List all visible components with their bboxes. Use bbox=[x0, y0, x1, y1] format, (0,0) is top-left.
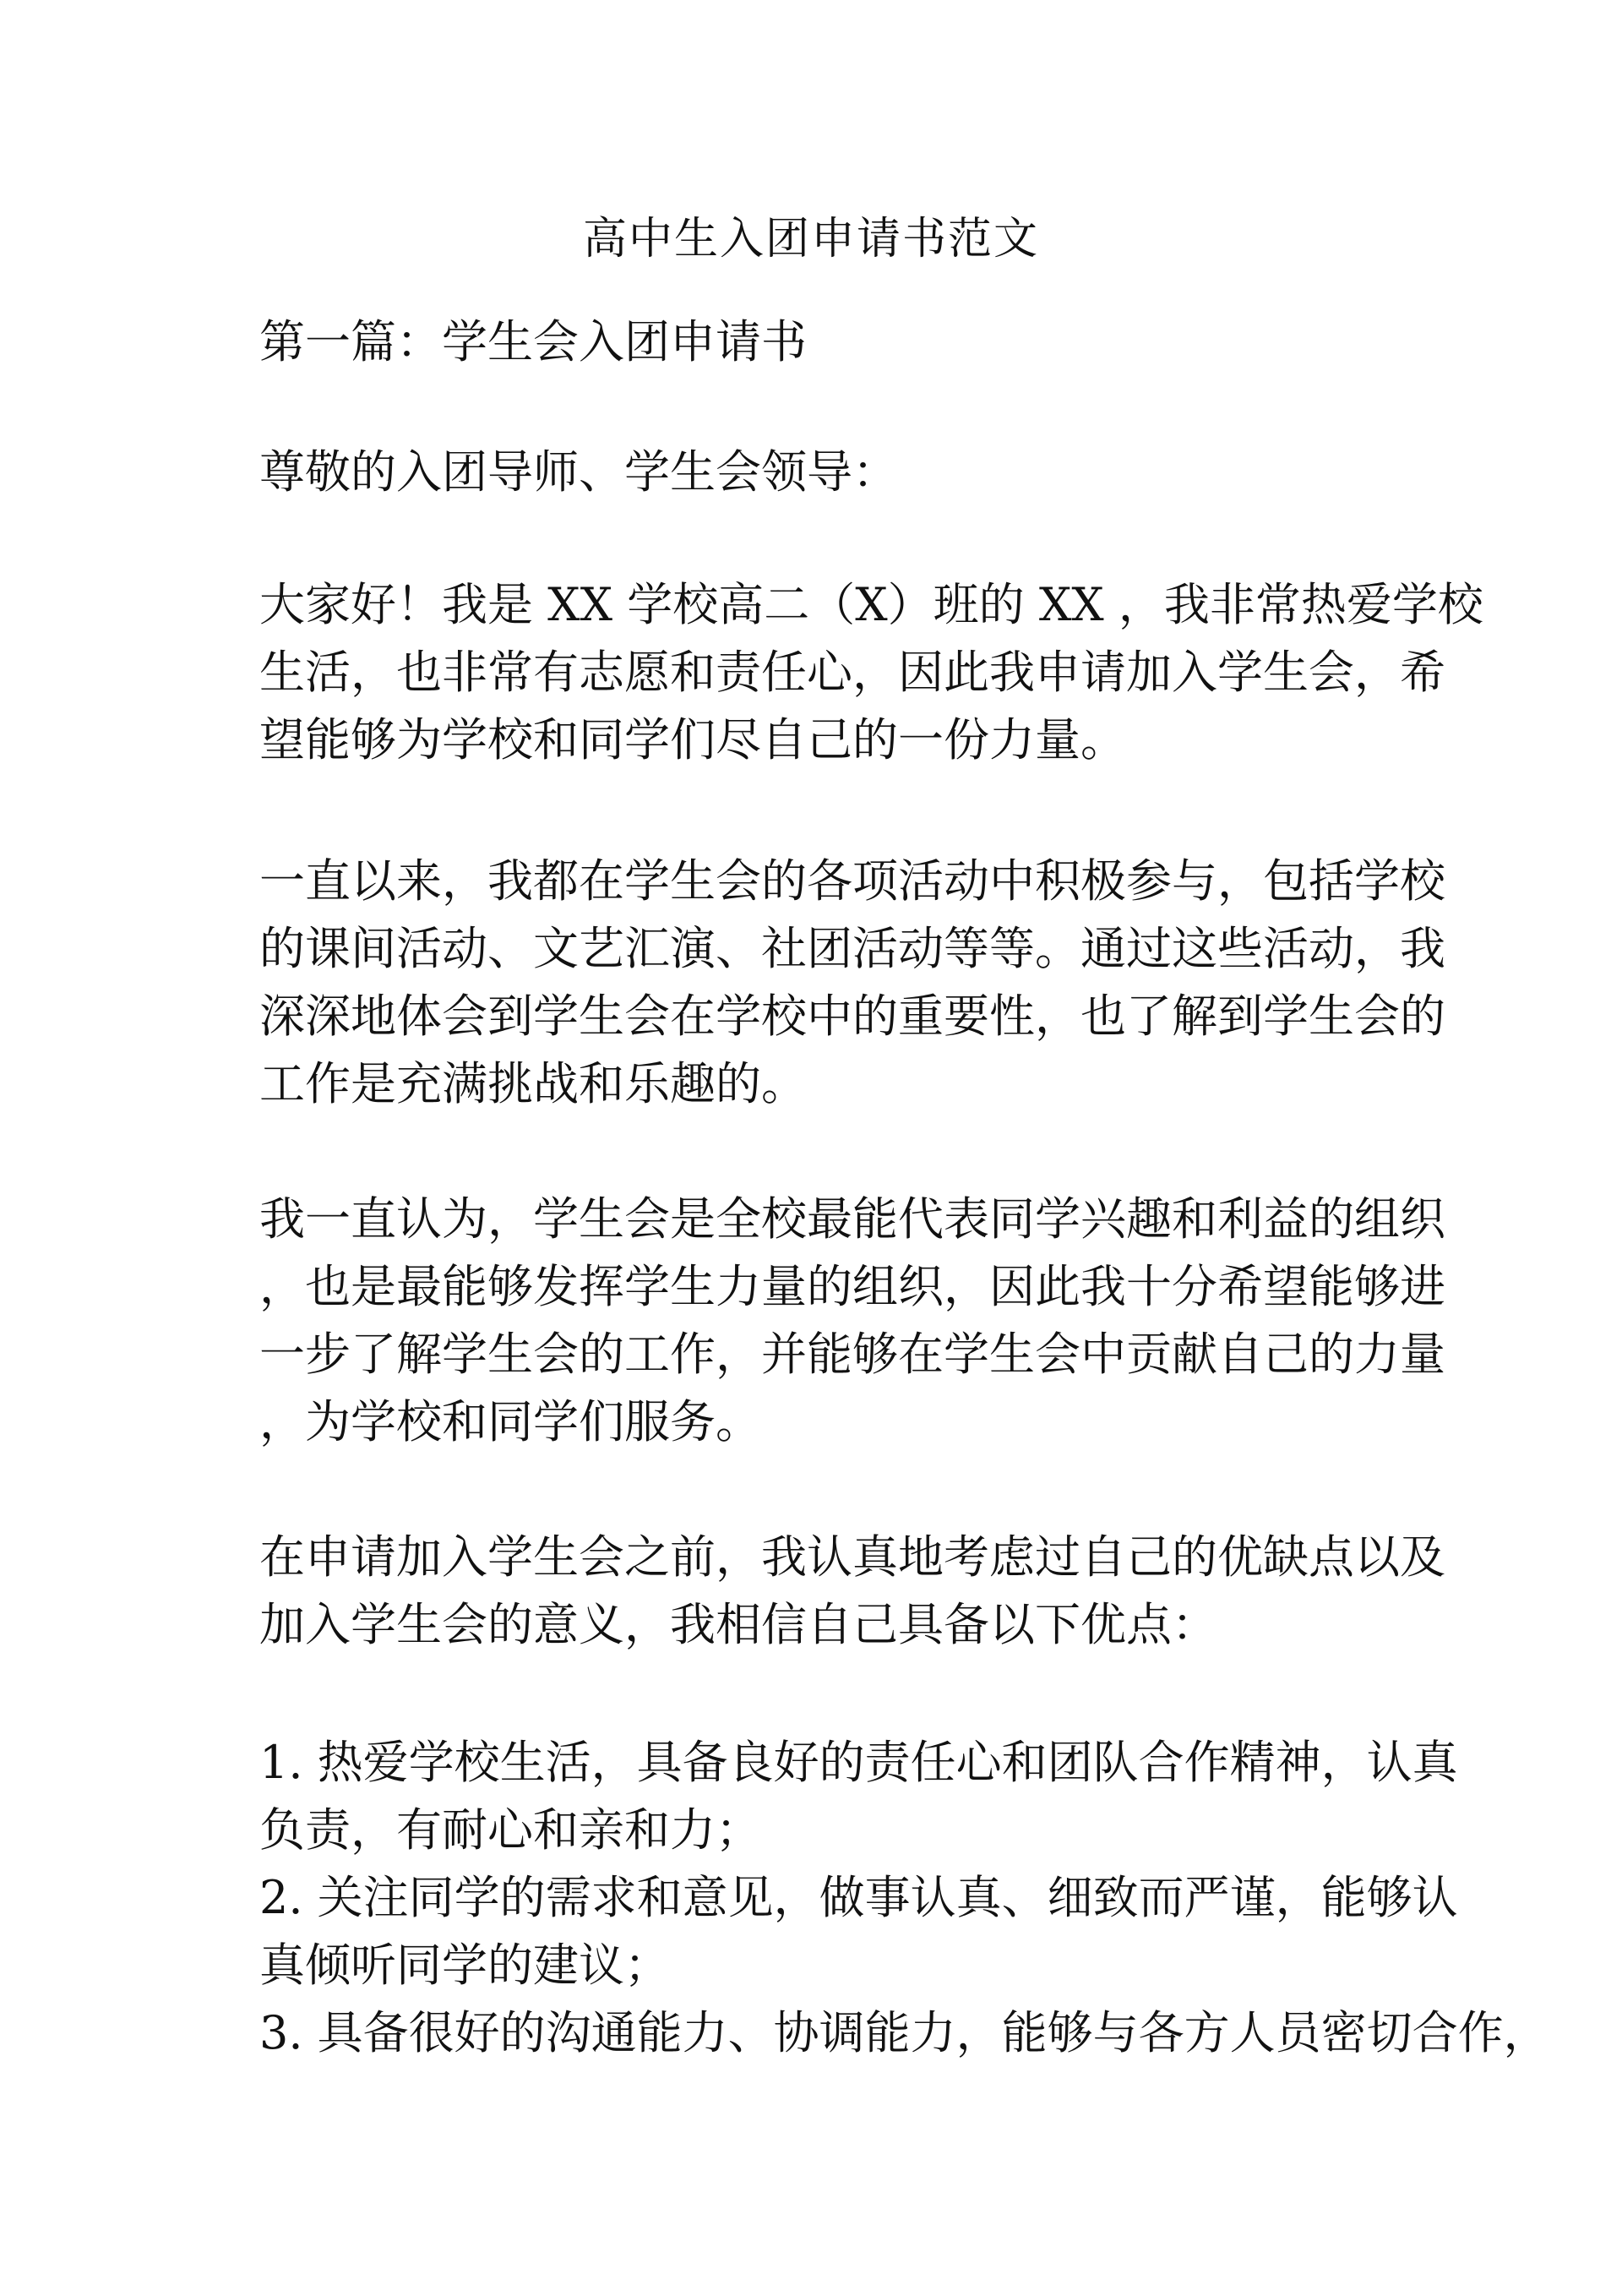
paragraph-2 bbox=[259, 848, 1518, 1118]
paragraph-line: 一直以来，我都在学生会的各项活动中积极参与，包括学校 bbox=[259, 854, 1445, 908]
section-heading-text: 第一篇：学生会入团申请书 bbox=[259, 315, 807, 368]
paragraph-4 bbox=[259, 1524, 1518, 1659]
salutation bbox=[259, 439, 1518, 506]
section-heading bbox=[259, 308, 1518, 376]
paragraph-line: 的课间活动、文艺汇演、社团活动等等。通过这些活动，我 bbox=[259, 922, 1445, 975]
paragraph-line: 加入学生会的意义，我相信自己具备以下优点： bbox=[259, 1598, 1217, 1651]
advantages-list bbox=[259, 1729, 1549, 2067]
paragraph-line: 望能够为学校和同学们尽自己的一份力量。 bbox=[259, 713, 1126, 766]
list-item-2-line-1: 2. 关注同学的需求和意见，做事认真、细致而严谨，能够认 bbox=[259, 1871, 1458, 1924]
list-item-3-line-1: 3. 具备很好的沟通能力、协调能力，能够与各方人员密切合作， bbox=[259, 2006, 1549, 2059]
paragraph-line: 工作是充满挑战和乐趣的。 bbox=[259, 1057, 807, 1110]
salutation-text: 尊敬的入团导师、学生会领导： bbox=[259, 445, 898, 499]
document-title: 高中生入团申请书范文 bbox=[582, 214, 1039, 265]
list-item-1-line-1: 1. 热爱学校生活，具备良好的责任心和团队合作精神，认真 bbox=[259, 1736, 1458, 1789]
list-item-1-line-2: 负责，有耐心和亲和力； bbox=[259, 1803, 761, 1857]
paragraph-line: ，也是最能够发挥学生力量的组织，因此我十分希望能够进 bbox=[259, 1260, 1445, 1313]
paragraph-line: 深深地体会到学生会在学校中的重要性，也了解到学生会的 bbox=[259, 990, 1445, 1043]
paragraph-line: 在申请加入学生会之前，我认真地考虑过自己的优缺点以及 bbox=[259, 1530, 1445, 1584]
paragraph-line: ，为学校和同学们服务。 bbox=[259, 1395, 761, 1448]
paragraph-line: 大家好！我是 XX 学校高二（X）班的 XX ，我非常热爱学校 bbox=[259, 578, 1483, 631]
paragraph-1 bbox=[259, 571, 1518, 774]
paragraph-line: 我一直认为，学生会是全校最能代表同学兴趣和利益的组织 bbox=[259, 1192, 1445, 1246]
list-item-2-line-2: 真倾听同学的建议； bbox=[259, 1939, 670, 1992]
paragraph-line: 一步了解学生会的工作，并能够在学生会中贡献自己的力量 bbox=[259, 1328, 1445, 1381]
paragraph-line: 生活，也非常有志愿和责任心，因此我申请加入学生会，希 bbox=[259, 646, 1445, 699]
paragraph-3 bbox=[259, 1186, 1518, 1456]
